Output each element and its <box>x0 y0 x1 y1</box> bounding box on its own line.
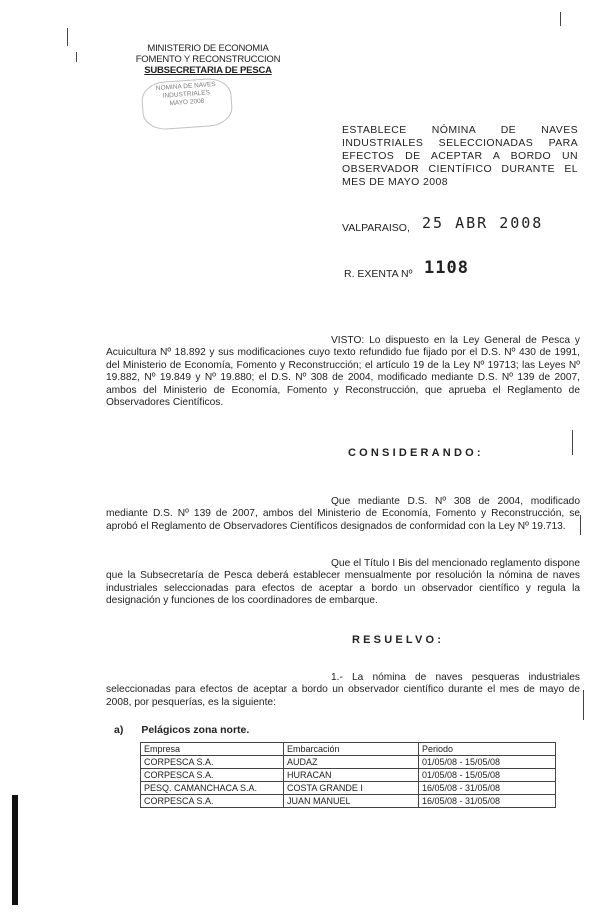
scan-edge-mark <box>12 795 18 905</box>
resolution-number: 1108 <box>424 258 469 278</box>
cell-embarcacion: COSTA GRANDE I <box>284 782 419 795</box>
office-stamp: NOMINA DE NAVES INDUSTRIALES MAYO 2008 <box>140 77 233 131</box>
scan-mark <box>583 690 584 720</box>
document-subject: ESTABLECE NÓMINA DE NAVES INDUSTRIALES SELECCIONADAS PARA EFECTOS DE ACEPTAR A BORDO UN OBSERVADOR CIENTÍFICO DURANTE EL MES DE MAYO 2008 <box>342 124 578 188</box>
table-header-row <box>141 743 556 756</box>
place-label: VALPARAISO, <box>342 222 410 234</box>
subsecretaria-name: SUBSECRETARIA DE PESCA <box>144 65 272 76</box>
cell-empresa: PESQ. CAMANCHACA S.A. <box>141 782 284 795</box>
scan-mark <box>67 28 68 46</box>
cell-periodo: 16/05/08 - 31/05/08 <box>419 795 556 808</box>
table-row <box>141 769 556 782</box>
section-a-heading <box>114 724 249 736</box>
scan-mark <box>560 12 561 26</box>
considerando-paragraph-1: Que mediante D.S. Nº 308 de 2004, modificado mediante D.S. Nº 139 de 2007, ambos del Ministerio de Economía, Fomento y Reconstrucción, se aprobó el Reglamento de Observadores Científicos designados de conformidad con la Ley Nº 19.713. <box>106 496 580 532</box>
scan-mark <box>572 430 573 455</box>
scan-mark <box>76 52 77 62</box>
cell-periodo: 01/05/08 - 15/05/08 <box>419 769 556 782</box>
ministry-subtitle: FOMENTO Y RECONSTRUCCION <box>135 54 281 65</box>
scan-mark <box>580 515 581 535</box>
resuelvo-paragraph-1: 1.- La nómina de naves pesqueras industriales seleccionadas para efectos de aceptar a bordo un observador científico durante el mes de mayo de 2008, por pesquerías, es la siguiente: <box>106 672 580 708</box>
cell-empresa: CORPESCA S.A. <box>141 769 284 782</box>
resuelvo-heading: RESUELVO: <box>352 634 445 646</box>
column-header-periodo: Periodo <box>419 743 556 756</box>
cell-periodo: 16/05/08 - 31/05/08 <box>419 782 556 795</box>
cell-empresa: CORPESCA S.A. <box>141 795 284 808</box>
cell-embarcacion: JUAN MANUEL <box>284 795 419 808</box>
resolution-label: R. EXENTA Nº <box>344 268 413 280</box>
column-header-embarcacion: Embarcación <box>284 743 419 756</box>
ministry-header <box>128 43 288 76</box>
column-header-empresa: Empresa <box>141 743 284 756</box>
table-row <box>141 795 556 808</box>
considerando-heading: CONSIDERANDO: <box>348 447 484 459</box>
table-row <box>141 756 556 769</box>
cell-periodo: 01/05/08 - 15/05/08 <box>419 756 556 769</box>
cell-embarcacion: AUDAZ <box>284 756 419 769</box>
cell-empresa: CORPESCA S.A. <box>141 756 284 769</box>
section-a-title: Pelágicos zona norte. <box>141 724 250 736</box>
table-row <box>141 782 556 795</box>
visto-paragraph: VISTO: Lo dispuesto en la Ley General de Pesca y Acuicultura Nº 18.892 y sus modificaciones cuyo texto refundido fue fijado por el D.S. Nº 430 de 1991, del Ministerio de Economía, Fomento y Reconstrucción; el artículo 19 de la Ley Nº 19713; las Leyes Nº 19.882, Nº 19.849 y Nº 19.880; el D.S. Nº 308 de 2004, modificado mediante D.S. Nº 139 de 2007, ambos del Ministerio de Economía, Fomento y Reconstrucción, que aprueba el Reglamento de Observadores Científicos. <box>106 335 580 409</box>
ministry-name: MINISTERIO DE ECONOMIA <box>147 43 269 54</box>
cell-embarcacion: HURACAN <box>284 769 419 782</box>
section-a-letter: a) <box>114 724 124 736</box>
considerando-paragraph-2: Que el Título I Bis del mencionado reglamento dispone que la Subsecretaría de Pesca deberá establecer mensualmente por resolución la nómina de naves industriales seleccionadas para efectos de aceptar a bordo un observador científico y regula la designación y funciones de los coordinadores de embarque. <box>106 558 580 607</box>
date-stamp: 25 ABR 2008 <box>422 214 544 232</box>
vessel-table <box>140 742 556 808</box>
